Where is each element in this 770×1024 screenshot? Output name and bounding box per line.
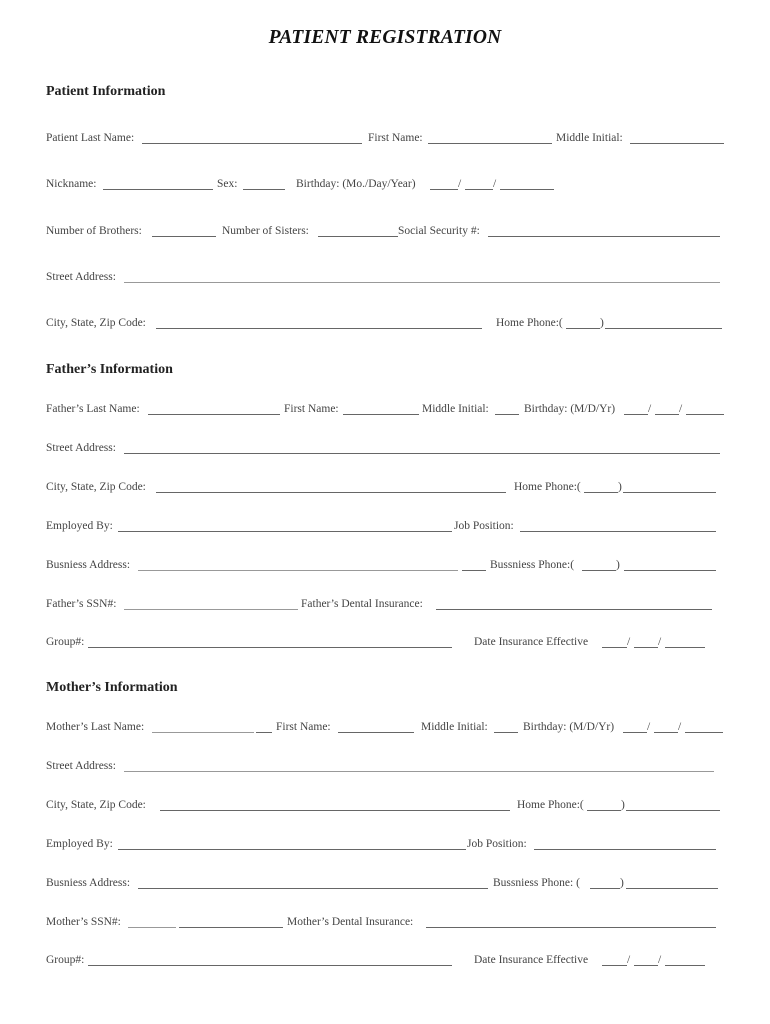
mother-last-name-extra-field[interactable]	[256, 732, 272, 733]
father-first-name-field[interactable]	[343, 414, 419, 415]
mother-date-effective-slash-1: /	[627, 954, 631, 966]
father-employed-by-label: Employed By:	[46, 520, 113, 532]
patient-brothers-field[interactable]	[152, 236, 216, 237]
father-middle-initial-label: Middle Initial:	[422, 403, 489, 415]
mother-ssn-label: Mother’s SSN#:	[46, 916, 121, 928]
father-street-label: Street Address:	[46, 442, 116, 454]
father-group-label: Group#:	[46, 636, 85, 648]
patient-birthday-year-field[interactable]	[500, 189, 554, 190]
mother-employment-row	[46, 837, 724, 853]
mother-date-effective-slash-2: /	[658, 954, 662, 966]
patient-siblings-row	[46, 224, 724, 240]
patient-name-row	[46, 131, 724, 147]
mother-dental-insurance-field[interactable]	[426, 927, 716, 928]
mother-birthday-month-field[interactable]	[623, 732, 647, 733]
father-birthday-slash-2: /	[679, 403, 683, 415]
mother-job-position-label: Job Position:	[467, 838, 527, 850]
patient-city-row	[46, 316, 724, 332]
father-street-field[interactable]	[124, 453, 720, 454]
father-business-phone-number-field[interactable]	[624, 570, 716, 571]
mother-group-field[interactable]	[88, 965, 452, 966]
mother-middle-initial-field[interactable]	[494, 732, 518, 733]
father-street-row	[46, 441, 724, 457]
father-city-label: City, State, Zip Code:	[46, 481, 146, 493]
mother-city-field[interactable]	[160, 810, 510, 811]
section-heading-mother: Mother’s Information	[46, 680, 178, 695]
mother-birthday-label: Birthday: (M/D/Yr)	[523, 721, 615, 733]
mother-dental-insurance-label: Mother’s Dental Insurance:	[287, 916, 414, 928]
father-business-row	[46, 558, 724, 574]
mother-date-effective-year-field[interactable]	[665, 965, 705, 966]
father-job-position-field[interactable]	[520, 531, 716, 532]
mother-business-phone-label: Bussniess Phone: (	[493, 877, 580, 889]
father-date-effective-year-field[interactable]	[665, 647, 705, 648]
patient-birthday-month-field[interactable]	[430, 189, 458, 190]
mother-date-effective-month-field[interactable]	[602, 965, 627, 966]
mother-city-label: City, State, Zip Code:	[46, 799, 146, 811]
mother-first-name-field[interactable]	[338, 732, 414, 733]
father-date-effective-slash-2: /	[658, 636, 662, 648]
mother-ssn-row	[46, 915, 724, 931]
mother-employed-by-label: Employed By:	[46, 838, 113, 850]
patient-street-label: Street Address:	[46, 271, 116, 283]
patient-last-name-label: Patient Last Name:	[46, 132, 135, 144]
patient-middle-initial-field[interactable]	[630, 143, 724, 144]
patient-city-field[interactable]	[156, 328, 482, 329]
mother-group-row	[46, 953, 724, 969]
patient-ssn-field[interactable]	[488, 236, 720, 237]
mother-birthday-slash-2: /	[678, 721, 682, 733]
patient-sisters-field[interactable]	[318, 236, 398, 237]
father-business-address-extra-field[interactable]	[462, 570, 486, 571]
mother-birthday-slash-1: /	[647, 721, 651, 733]
mother-birthday-year-field[interactable]	[685, 732, 723, 733]
patient-home-phone-label: Home Phone:(	[496, 317, 563, 329]
father-birthday-month-field[interactable]	[624, 414, 648, 415]
father-home-phone-label: Home Phone:(	[514, 481, 581, 493]
father-business-phone-area-field[interactable]	[582, 570, 616, 571]
patient-brothers-label: Number of Brothers:	[46, 225, 142, 237]
father-home-phone-number-field[interactable]	[623, 492, 716, 493]
father-dental-insurance-label: Father’s Dental Insurance:	[301, 598, 423, 610]
mother-home-phone-number-field[interactable]	[626, 810, 720, 811]
father-home-phone-paren: )	[618, 481, 622, 493]
mother-home-phone-paren: )	[621, 799, 625, 811]
patient-street-row	[46, 270, 724, 286]
mother-date-effective-day-field[interactable]	[634, 965, 658, 966]
patient-birthday-slash-1: /	[458, 178, 462, 190]
father-middle-initial-field[interactable]	[495, 414, 519, 415]
patient-nickname-row	[46, 177, 724, 193]
mother-home-phone-label: Home Phone:(	[517, 799, 584, 811]
mother-ssn-field-part-2[interactable]	[179, 927, 283, 928]
father-employed-by-field[interactable]	[118, 531, 452, 532]
mother-business-address-label: Busniess Address:	[46, 877, 131, 889]
form-title: PATIENT REGISTRATION	[268, 27, 502, 48]
father-city-row	[46, 480, 724, 496]
father-birthday-day-field[interactable]	[655, 414, 679, 415]
mother-home-phone-area-field[interactable]	[587, 810, 621, 811]
father-date-effective-day-field[interactable]	[634, 647, 658, 648]
section-heading-father: Father’s Information	[46, 362, 173, 377]
father-birthday-label: Birthday: (M/D/Yr)	[524, 403, 616, 415]
patient-first-name-label: First Name:	[368, 132, 423, 144]
father-birthday-year-field[interactable]	[686, 414, 724, 415]
mother-job-position-field[interactable]	[534, 849, 716, 850]
patient-home-phone-number-field[interactable]	[605, 328, 722, 329]
patient-nickname-field[interactable]	[103, 189, 213, 190]
section-heading-patient: Patient Information	[46, 84, 166, 99]
father-first-name-label: First Name:	[284, 403, 339, 415]
father-dental-insurance-field[interactable]	[436, 609, 712, 610]
patient-home-phone-paren: )	[600, 317, 604, 329]
patient-street-field[interactable]	[124, 282, 720, 283]
mother-name-row	[46, 720, 724, 736]
father-birthday-slash-1: /	[648, 403, 652, 415]
father-group-field[interactable]	[88, 647, 452, 648]
patient-middle-initial-label: Middle Initial:	[556, 132, 623, 144]
mother-business-address-field[interactable]	[138, 888, 488, 889]
mother-street-row	[46, 759, 724, 775]
mother-business-row	[46, 876, 724, 892]
mother-business-phone-area-field[interactable]	[590, 888, 620, 889]
patient-home-phone-area-field[interactable]	[566, 328, 600, 329]
father-job-position-label: Job Position:	[454, 520, 514, 532]
father-ssn-row	[46, 597, 724, 613]
father-business-address-label: Busniess Address:	[46, 559, 131, 571]
mother-employed-by-field[interactable]	[118, 849, 466, 850]
patient-nickname-label: Nickname:	[46, 178, 97, 190]
patient-first-name-field[interactable]	[428, 143, 552, 144]
mother-city-row	[46, 798, 724, 814]
father-last-name-label: Father’s Last Name:	[46, 403, 140, 415]
father-name-row	[46, 402, 724, 418]
patient-sex-field[interactable]	[243, 189, 285, 190]
mother-business-phone-paren: )	[620, 877, 624, 889]
father-business-phone-paren: )	[616, 559, 620, 571]
father-business-phone-label: Bussniess Phone:(	[490, 559, 575, 571]
mother-last-name-label: Mother’s Last Name:	[46, 721, 145, 733]
father-date-effective-label: Date Insurance Effective	[474, 636, 589, 648]
mother-birthday-day-field[interactable]	[654, 732, 678, 733]
father-date-effective-month-field[interactable]	[602, 647, 627, 648]
patient-last-name-field[interactable]	[142, 143, 362, 144]
patient-city-label: City, State, Zip Code:	[46, 317, 146, 329]
father-ssn-field[interactable]	[124, 609, 298, 610]
mother-ssn-field-part-1[interactable]	[128, 927, 176, 928]
patient-sex-label: Sex:	[217, 178, 238, 190]
father-ssn-label: Father’s SSN#:	[46, 598, 117, 610]
mother-first-name-label: First Name:	[276, 721, 331, 733]
patient-birthday-slash-2: /	[493, 178, 497, 190]
patient-birthday-day-field[interactable]	[465, 189, 493, 190]
patient-birthday-label: Birthday: (Mo./Day/Year)	[296, 178, 416, 190]
mother-date-effective-label: Date Insurance Effective	[474, 954, 589, 966]
father-last-name-field[interactable]	[148, 414, 280, 415]
father-group-row	[46, 635, 724, 651]
mother-street-field[interactable]	[124, 771, 714, 772]
mother-last-name-field[interactable]	[152, 732, 254, 733]
father-home-phone-area-field[interactable]	[584, 492, 618, 493]
patient-sisters-label: Number of Sisters:	[222, 225, 309, 237]
mother-middle-initial-label: Middle Initial:	[421, 721, 488, 733]
father-date-effective-slash-1: /	[627, 636, 631, 648]
mother-business-phone-number-field[interactable]	[626, 888, 718, 889]
patient-ssn-label: Social Security #:	[398, 225, 480, 237]
mother-group-label: Group#:	[46, 954, 85, 966]
father-employment-row	[46, 519, 724, 535]
mother-street-label: Street Address:	[46, 760, 116, 772]
father-business-address-field[interactable]	[138, 570, 458, 571]
father-city-field[interactable]	[156, 492, 506, 493]
